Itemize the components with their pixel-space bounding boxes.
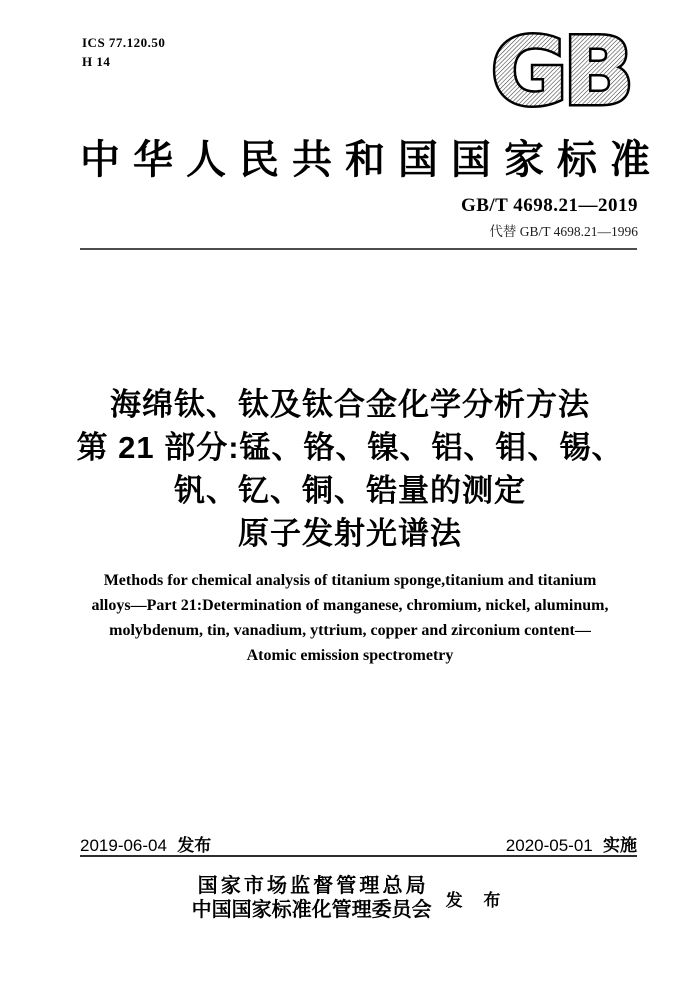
issuer-name-2: 中国国家标准化管理委员会	[191, 899, 432, 921]
implement-date-value: 2020-05-01	[505, 836, 593, 855]
chinese-title	[0, 383, 700, 555]
english-title-line4: Atomic emission spectrometry	[246, 647, 454, 664]
english-title-line3: molybdenum, tin, vanadium, yttrium, copper and zirconium content—	[109, 622, 591, 639]
chinese-title-line3: 钒、钇、铜、锆量的测定	[174, 473, 526, 508]
issue-date-label: 发布	[177, 836, 212, 855]
chinese-title-line2: 第 21 部分:锰、铬、镍、铝、钼、锡、	[76, 430, 624, 465]
date-row	[80, 831, 637, 856]
chinese-title-line4: 原子发射光谱法	[238, 516, 462, 551]
issuer-block	[0, 874, 700, 922]
issuer-name-1: 国 家 市 场 监 督 管 理 总 局	[197, 875, 426, 897]
implement-date-label: 实施	[603, 836, 637, 855]
standard-number-block	[461, 195, 638, 240]
ics-classification	[82, 34, 165, 72]
issue-date	[80, 831, 211, 856]
ics-code: ICS 77.120.50	[82, 35, 166, 50]
english-title-line1: Methods for chemical analysis of titanium sponge,titanium and titanium	[103, 572, 597, 589]
header-divider-line	[80, 248, 637, 250]
national-standard-heading: 中 华 人 民 共 和 国 国 家 标 准	[80, 137, 650, 182]
gb-standard-logo-icon	[478, 30, 642, 116]
replaces-note: 代替 GB/T 4698.21—1996	[489, 224, 638, 239]
issue-date-value: 2019-06-04	[80, 836, 167, 855]
english-title	[30, 568, 670, 668]
footer-divider-line	[80, 855, 637, 857]
doc-class-code: H 14	[82, 53, 111, 69]
english-title-line2: alloys—Part 21:Determination of manganese, chromium, nickel, aluminum,	[91, 597, 609, 614]
gb-logo-text: GB	[490, 30, 630, 116]
standard-number: GB/T 4698.21—2019	[460, 195, 638, 216]
implement-date	[506, 831, 637, 856]
publish-label: 发 布	[445, 890, 509, 910]
issuer-names	[192, 874, 432, 922]
chinese-title-line1: 海绵钛、钛及钛合金化学分析方法	[110, 387, 590, 422]
